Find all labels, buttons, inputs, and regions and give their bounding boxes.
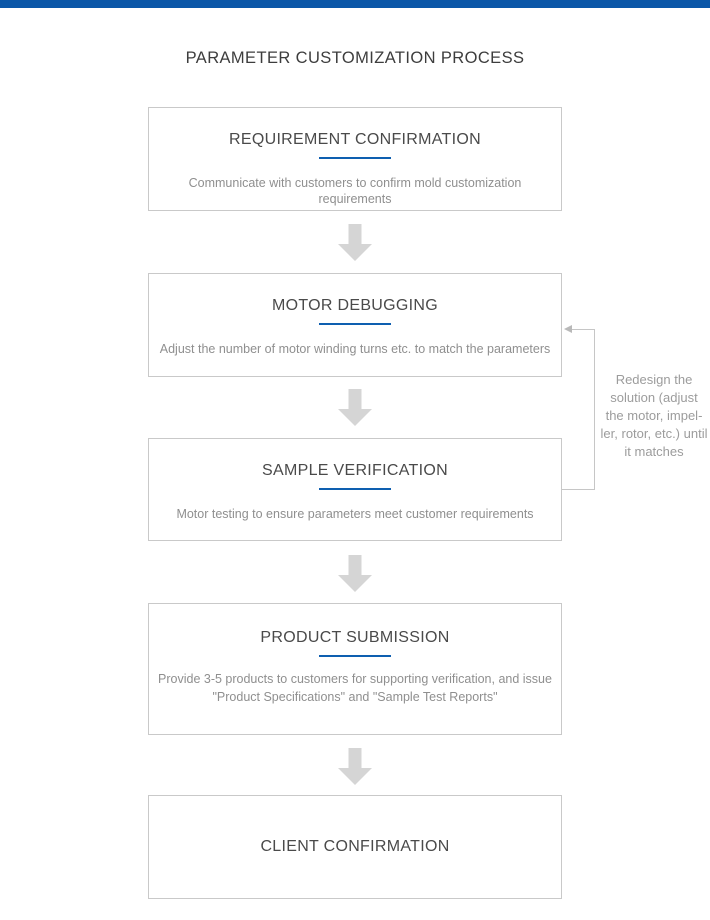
heading-underline (319, 323, 391, 325)
feedback-note-line: ler, rotor, etc.) until (600, 426, 708, 441)
down-arrow-icon (338, 224, 372, 261)
step-box-requirement-confirmation (148, 107, 562, 211)
top-accent-bar (0, 0, 710, 8)
feedback-note (597, 371, 710, 461)
down-arrow-icon (338, 748, 372, 785)
step-box-client-confirmation (148, 795, 562, 899)
step-heading: SAMPLE VERIFICATION (262, 462, 448, 479)
down-arrow-icon (338, 389, 372, 426)
heading-underline (319, 488, 391, 490)
step-heading: PRODUCT SUBMISSION (260, 629, 450, 646)
down-arrow-icon (338, 555, 372, 592)
feedback-note-line: Redesign the (615, 372, 693, 387)
step-box-motor-debugging (148, 273, 562, 377)
feedback-loop-top-line (572, 329, 595, 330)
left-arrowhead-icon (564, 325, 572, 333)
feedback-note-line: solution (adjust (610, 390, 698, 405)
step-box-product-submission (148, 603, 562, 735)
heading-underline (319, 157, 391, 159)
feedback-note-line: the motor, impel- (605, 408, 703, 423)
step-description: Communicate with customers to confirm mold customization requirements (188, 176, 522, 206)
step-heading: REQUIREMENT CONFIRMATION (229, 131, 481, 148)
step-description: Provide 3-5 products to customers for supporting verification, and issue "Product Specifications" and "Sample Test Reports" (158, 672, 552, 704)
step-box-sample-verification (148, 438, 562, 541)
feedback-loop-bottom-line (562, 489, 595, 490)
page-title: PARAMETER CUSTOMIZATION PROCESS (185, 49, 525, 67)
step-heading: CLIENT CONFIRMATION (260, 838, 450, 855)
heading-underline (319, 655, 391, 657)
feedback-note-line: it matches (624, 444, 684, 459)
feedback-loop-vertical-line (594, 329, 595, 489)
step-description: Adjust the number of motor winding turns etc. to match the parameters (159, 342, 551, 356)
step-heading: MOTOR DEBUGGING (272, 297, 438, 314)
step-description: Motor testing to ensure parameters meet customer requirements (176, 507, 534, 521)
